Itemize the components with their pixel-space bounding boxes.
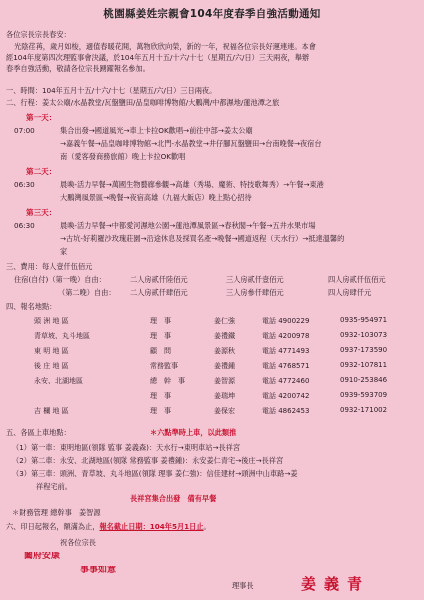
page-title: 桃園縣姜姓宗親會104年度春季自強活動通知 xyxy=(103,8,321,20)
registration-phone: 電話 4862453 xyxy=(262,407,310,415)
registration-role: 理 事 xyxy=(150,317,171,325)
section-registration: 四、報名地點： xyxy=(6,302,57,311)
closing-line-2: 闔府安康 xyxy=(24,552,61,561)
closing-line-3: 事事如意 xyxy=(80,566,117,575)
pickup-note: ＊六點準時上車，以此類推 xyxy=(150,428,237,437)
registration-mobile: 0935-954971 xyxy=(340,316,388,324)
day-3-line-2: →古坑-好莉羅沙玫瑰莊園→沿途休息及採買名產→晚餐→國道返程（天水行）→抵達溫馨的 xyxy=(60,234,345,243)
day-1-line-3: 南（愛客發商務旅館）晚上卡拉OK歡唱 xyxy=(60,152,186,161)
lodging-night2-label: （第二晚）自由： xyxy=(58,288,116,297)
registration-row xyxy=(0,316,424,328)
day-2-line-2: 大鵬灣風景區→晚餐→夜宿高雄（九福大飯店）晚上點心招待 xyxy=(60,193,252,202)
deadline-date: 報名截止日期：104年5月1日止 xyxy=(99,522,204,531)
registration-row xyxy=(0,346,424,358)
registration-area: 永安、北湖地區 xyxy=(34,377,83,385)
car-1: （1）第一車：東明地區(領隊 監事 姜義森)：天水行→東明車站→長祥宮 xyxy=(12,443,241,452)
registration-name: 姜瑞坤 xyxy=(214,392,235,400)
day-3-line-3: 家 xyxy=(60,247,68,256)
day-2-line-1: 晨喚-活力早餐→萬國生物藝廊參觀→高雄（秀場、魔術、特技歌舞秀）→午餐→東港 xyxy=(60,180,324,189)
registration-mobile: 0932-103073 xyxy=(340,331,388,339)
registration-mobile: 0910-253846 xyxy=(340,376,388,384)
registration-name: 姜仁強 xyxy=(214,317,235,325)
lodging-night2-quad: 四人房肆仟元 xyxy=(328,288,372,297)
day-1-line-1: 集合出發→國道風光→車上卡拉OK歡唱→前往中部→姜太公廟 xyxy=(60,126,253,135)
meeting-point: 長祥宮集合出發 備有早餐 xyxy=(130,494,217,503)
section-time: 一、時間：104年五月十五/十六/十七（星期五/六/日）三日兩夜。 xyxy=(6,86,217,95)
section-fee: 三、費用：每人壹仟伍佰元 xyxy=(6,262,93,271)
car-2: （2）第二車：永安、北湖地區(領隊 常務監事 姜禮鍾)：永安姜仁青宅→後庄→長祥宮 xyxy=(12,456,284,465)
registration-mobile: 0939-593709 xyxy=(340,391,388,399)
registration-area: 後 庄 地 區 xyxy=(34,362,69,370)
registration-name: 姜源秋 xyxy=(214,347,235,355)
registration-phone: 電話 4200978 xyxy=(262,332,310,340)
day-1-time: 07:00 xyxy=(14,126,35,135)
lodging-night2-double: 二人房貳仟肆佰元 xyxy=(130,288,188,297)
registration-row xyxy=(0,331,424,343)
lodging-night1-label: 住宿(自付)（第一晚）自由： xyxy=(14,275,106,284)
lodging-night1-quad: 四人房貳仟伍佰元 xyxy=(328,275,386,284)
registration-role: 常務監事 xyxy=(150,362,178,370)
lodging-night1-double: 二人房貳仟陸佰元 xyxy=(130,275,188,284)
registration-role: 總 幹 事 xyxy=(150,377,185,385)
intro-line-2: 經104年度第四次理監事會決議，於104年五月十五/十六/十七（星期五/六/日）三天兩夜，舉辦 xyxy=(6,53,310,62)
day-3-line-1: 晨喚-活力早餐→中都愛河濕地公園→蓮池潭風景區→春秋閣→午餐→五井水果市場 xyxy=(60,221,316,230)
registration-role: 顧 問 xyxy=(150,347,171,355)
registration-phone: 電話 4900229 xyxy=(262,317,310,325)
finance-note: ＊財務管理 總幹事 姜智源 xyxy=(12,508,101,517)
registration-row xyxy=(0,376,424,388)
registration-name: 姜智源 xyxy=(214,377,235,385)
registration-role: 理 事 xyxy=(150,392,171,400)
car-3-cont: 祥程宅前。 xyxy=(36,482,72,491)
car-3: （3）第三車：頭洲、青草坡、丸斗地區(領隊 理事 姜仁強)：信佳建材→頭洲中山車路→姜 xyxy=(12,469,298,478)
registration-area: 東 明 地 區 xyxy=(34,347,69,355)
section-itinerary: 二、行程：姜太公廟/水晶教堂/瓦盤鹽田/品皇咖啡博物館/大鵬灣/中都濕地/蓮池潭之旅 xyxy=(6,98,280,107)
registration-name: 姜禮鍾 xyxy=(214,362,235,370)
lodging-night1-triple: 三人房貳仟壹佰元 xyxy=(226,275,284,284)
registration-row xyxy=(0,391,424,403)
closing-line-1: 祝各位宗長 xyxy=(60,538,96,547)
registration-area: 頭 洲 地 區 xyxy=(34,317,69,325)
intro-line-1: 光陰荏苒，歲月如梭，適值春暖花開，萬物欣欣向榮，新的一年，祝福各位宗長好運連連。本會 xyxy=(14,42,316,51)
registration-phone: 電話 4771493 xyxy=(262,347,310,355)
day-1-heading: 第一天： xyxy=(26,113,57,122)
intro-line-3: 春季自強活動，敬請各位宗長踴躍報名參加。 xyxy=(6,64,150,73)
registration-row xyxy=(0,406,424,418)
registration-phone: 電話 4768571 xyxy=(262,362,310,370)
registration-name: 姜保宏 xyxy=(214,407,235,415)
registration-mobile: 0937-173590 xyxy=(340,346,388,354)
registration-name: 姜禮鐵 xyxy=(214,332,235,340)
day-1-line-2: →嘉義午餐→品皇咖啡博物館→北門-水晶教堂→井仔腳瓦盤鹽田→台南晚餐→夜宿台 xyxy=(60,139,322,148)
registration-area: 吉 欄 地 區 xyxy=(34,407,69,415)
registration-phone: 電話 4200742 xyxy=(262,392,310,400)
registration-phone: 電話 4772460 xyxy=(262,377,310,385)
greeting: 各位宗長宗長春安： xyxy=(6,30,71,39)
section-deadline xyxy=(6,522,418,531)
day-3-time: 06:30 xyxy=(14,221,35,230)
signer-name: 姜義青 xyxy=(300,575,370,593)
registration-role: 理 事 xyxy=(150,407,171,415)
registration-area: 青草坡、丸斗地區 xyxy=(34,332,90,340)
registration-mobile: 0932-171002 xyxy=(340,406,388,414)
section-pickup: 五、各區上車地點： xyxy=(6,428,71,437)
lodging-night2-triple: 三人房參仟肆佰元 xyxy=(226,288,284,297)
deadline-end: 。 xyxy=(203,522,211,531)
day-2-time: 06:30 xyxy=(14,180,35,189)
registration-row xyxy=(0,361,424,373)
registration-mobile: 0932-107811 xyxy=(340,361,388,369)
signer-title: 理事長 xyxy=(232,581,254,590)
deadline-intro: 六、印日起報名，額滿為止， xyxy=(6,522,100,531)
day-2-heading: 第二天： xyxy=(26,167,57,176)
day-3-heading: 第三天： xyxy=(26,208,57,217)
registration-role: 理 事 xyxy=(150,332,171,340)
